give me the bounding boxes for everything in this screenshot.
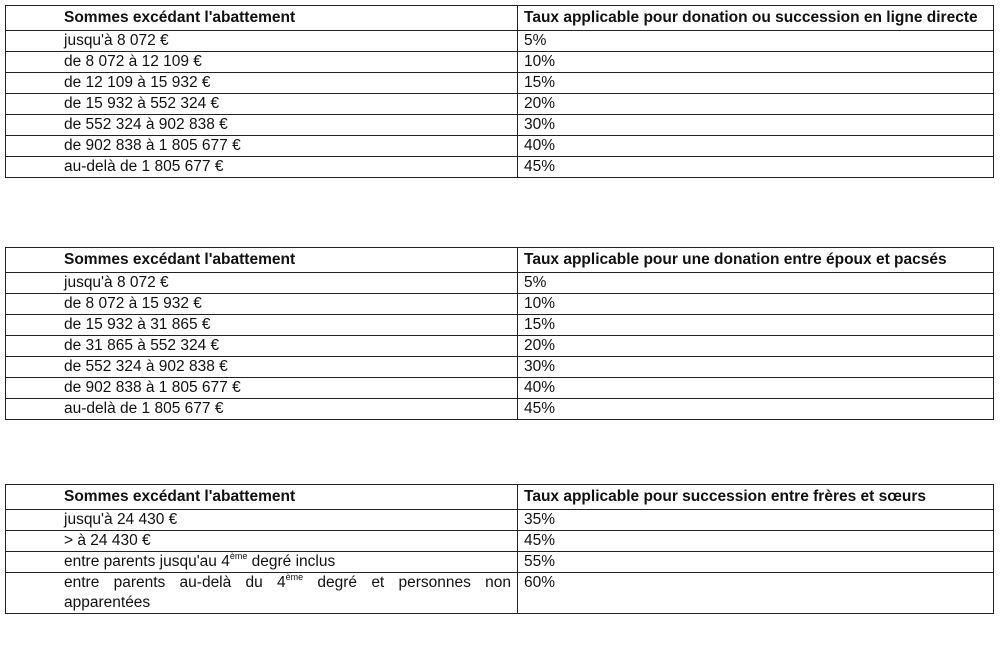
- table-row: [6, 136, 994, 157]
- range-cell: de 12 109 à 15 932 €: [6, 73, 518, 94]
- header-amount: Sommes excédant l'abattement: [6, 485, 518, 510]
- range-cell: de 8 072 à 15 932 €: [6, 294, 518, 315]
- range-cell: > à 24 430 €: [6, 531, 518, 552]
- table-row: [6, 73, 994, 94]
- rate-cell: 30%: [518, 357, 994, 378]
- table-row: [6, 115, 994, 136]
- range-cell: de 15 932 à 552 324 €: [6, 94, 518, 115]
- header-amount: Sommes excédant l'abattement: [6, 248, 518, 273]
- rate-cell: 15%: [518, 73, 994, 94]
- table-row: [6, 336, 994, 357]
- rate-cell: 10%: [518, 294, 994, 315]
- rate-cell: 60%: [518, 573, 994, 614]
- rate-cell: 40%: [518, 136, 994, 157]
- rate-cell: 30%: [518, 115, 994, 136]
- range-cell: jusqu'à 8 072 €: [6, 273, 518, 294]
- rate-cell: 45%: [518, 157, 994, 178]
- rate-cell: 55%: [518, 552, 994, 573]
- ordinal-superscript: ème: [229, 551, 248, 561]
- table-row: [6, 399, 994, 420]
- table-row: [6, 52, 994, 73]
- range-cell: de 8 072 à 12 109 €: [6, 52, 518, 73]
- range-text: degré et personnes non apparentées: [64, 574, 512, 611]
- range-cell: de 15 932 à 31 865 €: [6, 315, 518, 336]
- table-row: [6, 552, 994, 573]
- table-row: [6, 357, 994, 378]
- rate-cell: 5%: [518, 31, 994, 52]
- rate-cell: 45%: [518, 531, 994, 552]
- table-header-row: [6, 485, 994, 510]
- range-text: entre parents jusqu'au 4: [64, 553, 230, 570]
- range-cell: de 31 865 à 552 324 €: [6, 336, 518, 357]
- ordinal-superscript: ème: [285, 572, 304, 582]
- range-cell: de 552 324 à 902 838 €: [6, 115, 518, 136]
- tax-table-direct-line: [5, 5, 994, 178]
- table-row: [6, 315, 994, 336]
- table-row: [6, 94, 994, 115]
- rate-cell: 20%: [518, 94, 994, 115]
- table-row: [6, 531, 994, 552]
- range-cell: au-delà de 1 805 677 €: [6, 399, 518, 420]
- range-cell: jusqu'à 8 072 €: [6, 31, 518, 52]
- table-row: [6, 31, 994, 52]
- table-row: [6, 157, 994, 178]
- header-amount: Sommes excédant l'abattement: [6, 6, 518, 31]
- header-rate: Taux applicable pour une donation entre époux et pacsés: [518, 248, 994, 273]
- range-cell: [6, 573, 518, 614]
- table-row: [6, 378, 994, 399]
- tax-table-spouses: [5, 247, 994, 420]
- rate-cell: 20%: [518, 336, 994, 357]
- rate-cell: 5%: [518, 273, 994, 294]
- rate-cell: 10%: [518, 52, 994, 73]
- range-cell: jusqu'à 24 430 €: [6, 510, 518, 531]
- range-text: degré inclus: [247, 553, 336, 570]
- rate-cell: 35%: [518, 510, 994, 531]
- table-row: [6, 294, 994, 315]
- range-text: entre parents au-delà du 4: [64, 574, 286, 591]
- table-row: [6, 273, 994, 294]
- table-header-row: [6, 248, 994, 273]
- range-cell: de 902 838 à 1 805 677 €: [6, 136, 518, 157]
- range-cell: au-delà de 1 805 677 €: [6, 157, 518, 178]
- range-cell: de 902 838 à 1 805 677 €: [6, 378, 518, 399]
- table-row: [6, 510, 994, 531]
- rate-cell: 15%: [518, 315, 994, 336]
- rate-cell: 45%: [518, 399, 994, 420]
- range-cell: [6, 552, 518, 573]
- tax-table-siblings: [5, 484, 994, 614]
- range-cell: de 552 324 à 902 838 €: [6, 357, 518, 378]
- rate-cell: 40%: [518, 378, 994, 399]
- header-rate: Taux applicable pour succession entre frères et sœurs: [518, 485, 994, 510]
- table-row: [6, 573, 994, 614]
- table-header-row: [6, 6, 994, 31]
- header-rate: Taux applicable pour donation ou succession en ligne directe: [518, 6, 994, 31]
